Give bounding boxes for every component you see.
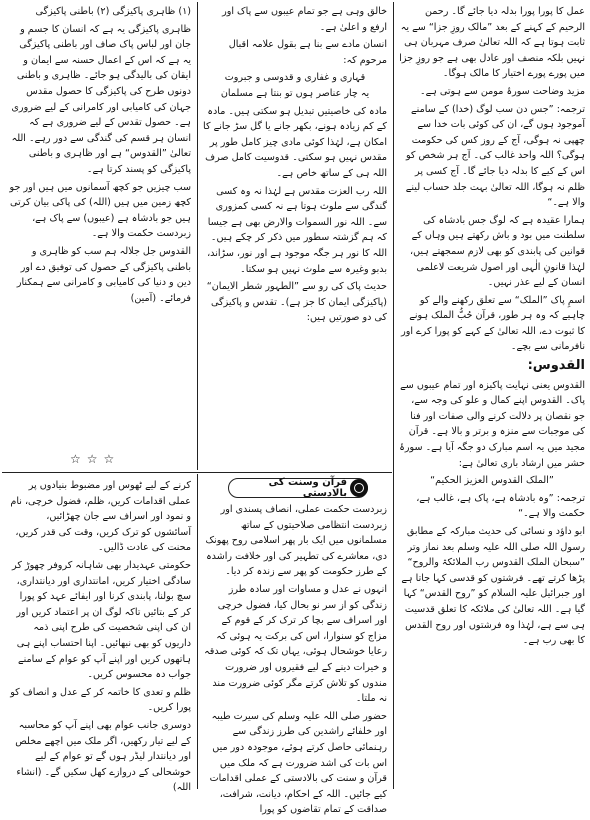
end-stars: ☆☆☆ [70,452,121,466]
paragraph: حضور صلی اللہ علیہ وسلم کی سیرت طیبہ اور خلفائے راشدین کی طرز زندگی سے رہنمائی حاصل کرتے ہوئے، موجودہ دور میں اس بات کی اشد ضرورت ہے کہ ملک میں قرآن و سنت کی بالادستی کے عملی اقدامات کیے جائیں۔ اللہ کے احکام، دیانت، شرافت، صداقت کے تمام تقاضوں کو پورا [209,710,387,816]
paragraph: ابو داؤد و نسائی کی حدیث مبارکہ کے مطابق رسول اللہ صلی اللہ علیہ وسلم بعد نماز وتر ”سبحان الملک القدوس رب الملائکۃ والروح“ پڑھا کرتے تھے۔ فرشتوں کو قدسی کہا جاتا ہے اور جبرائیل علیہ السلام کو ”روح القدس“ کہا گیا ہے۔ اللہ تعالیٰ کی ملائکہ کا تعلق قدسیت ہی سے ہے، لہٰذا وہ فرشتوں اور روح القدس کا بھی رب ہے۔ [401,526,585,647]
paragraph: کرنے کے لیے ٹھوس اور مضبوط بنیادوں پر عملی اقدامات کریں، ظلم، فضول خرچی، نام و نمود اور اسراف سے جان چھڑائیں، آسائشوں کو ترک کریں، وقت کی قدر کریں، محنت کی عادت ڈالیں۔ [10,480,191,554]
paragraph: انسان مادے سے بنا ہے بقول علامہ اقبال مرحوم کہ: [228,39,387,66]
poem: قہاری و غفاری و قدوسی و جبروت یہ چار عناصر ہوں تو بنتا ہے مسلمان [220,72,370,99]
paragraph: اسمِ پاک ”الملک“ سے تعلق رکھنے والے کو چاہیے کہ وہ ہر طور، قرآن حُبُّ الملک ہونے کا ثبوت دے، اللہ تعالیٰ کے کہے کو پورا کرے اور نافرمانی سے بچے۔ [401,294,585,353]
paragraph: مادہ کی خاصیتیں تبدیل ہو سکتی ہیں۔ مادہ کے کم زیادہ ہونے، بکھر جانے یا گل سڑ جانے کا امکان ہے، لہٰذا کوئی مادی چیز کامل طور پر مقدس نہیں ہو سکتی۔ قدوسیت کامل صرف اللہ ہی کے ساتھ خاص ہے۔ [203,105,387,179]
bottom-middle-column [203,502,387,820]
paragraph: القدوس جل جلالہ ہم سب کو ظاہری و باطنی پاکیزگی کے حصول کی توفیق دے اور دین و دنیا کی کامیابی و کامرانی سے ہمکنار فرمائے۔ (آمین) [16,245,191,304]
section-title: قرآن وسنت کی بالادستی [268,477,347,499]
paragraph: انہوں نے عدل و مساوات اور سادہ طرز زندگی کو از سر نو بحال کیا، فضول خرچی اور اسراف سے بچا کر ترک کر کے قوم کے مزاج کو سنوارا، اس کی برکت یہ ہوئی کہ رعایا خوشحال ہوئی، یہاں تک کہ کوئی صدقہ و خیرات دینے کے لیے فقیروں اور ضرورت مندوں کو تلاش کرتے مگر کوئی ضرورت مند نہ ملتا۔ [204,583,387,705]
right-column [399,4,585,651]
paragraph: مزید وضاحت سورۂ مومن سے ہوتی ہے۔ [419,85,585,97]
paragraph: القدوس یعنی نہایت پاکیزہ اور تمام عیبوں سے پاک۔ القدوس اپنے کمال و علو کی وجہ سے، جو نقصان پر دلالت کرنے والی صفات اور فنا کی موجبات سے منزہ و برتر و بالا ہے۔ قرآن مجید میں یہ اسم مبارک دو جگہ آیا ہے۔ سورۂ حشر میں ارشاد باری تعالیٰ ہے: [399,379,585,469]
paragraph: حکومتی عہدیدار بھی شاہانہ کروفر چھوڑ کر سادگی اختیار کریں، امانتداری اور دیانتداری، سچ بولنا، پابندی کرنا اور ایفائے عہد کو پورا کر کے بتائیں تاکہ لوگ ان پر اعتماد کریں اور ان کی اپنی شخصیت کی طرح اپنی ذمہ داریوں کو بھی نبھائیں۔ اپنا احتساب اپنے ہی ہاتھوں کریں اور اپنے آپ کو عوام کے سامنے جواب دہ محسوس کریں۔ [12,559,191,681]
paragraph: (۱) ظاہری پاکیزگی (۲) باطنی پاکیزگی [35,6,191,17]
paragraph: ظاہری پاکیزگی یہ ہے کہ انسان کا جسم و جان اور لباس پاک صاف اور باطنی پاکیزگی یہ ہے کہ اس کے اعمال حسنہ سے ایمان و ایقان کی بالیدگی ہو جائے۔ ظاہری و باطنی دونوں طرح کی پاکیزگی کا حصول مقدس جہان کی کامیابی اور کامرانی کے لیے ضروری ہے۔ حصول تقدس کے لیے ضروری ہے کہ انسان ہر قسم کی گندگی سے دور رہے۔ اللہ تعالیٰ ”القدوس“ ہے اور ظاہری و باطنی پاکیزگی کو پسند کرتا ہے۔ [11,23,191,175]
emblem-inner [354,483,364,493]
paragraph: حدیث پاک کی رو سے ”الطہور شطر الایمان“ (پاکیزگی ایمان کا جز ہے)۔ تقدس و پاکیزگی کی دو صورتیں ہیں: [206,281,387,324]
middle-column [203,4,387,328]
paragraph: ترجمہ: ”جس دن سب لوگ (خدا) کے سامنے آموجود ہوں گے، ان کی کوئی بات خدا سے چھپی نہ ہوگی، آج کے روز کس کی حکومت ہوگی؟ اللہ واحد غالب کی۔ آج ہر شخص کو اس کے کیے کا بدلہ دیا جائے گا۔ آج کسی پر ظلم نہ ہوگا، اللہ تعالیٰ بہت جلد حساب لینے والا ہے۔“ [405,103,585,209]
paragraph: سب چیزیں جو کچھ آسمانوں میں ہیں اور جو کچھ زمین میں ہیں (اللہ) کی پاکی بیان کرتی ہیں جو بادشاہ ہے (عیبوں) سے پاک ہے، زبردست حکمت والا ہے۔ [9,181,191,240]
left-column [8,4,191,308]
section-heading-al-quddus: القدوس: [527,358,585,374]
paragraph: ہمارا عقیدہ ہے کہ لوگ جس بادشاہ کی سلطنت میں بود و باش رکھتے ہیں وہاں کے قوانین کی پابندی کو بھی لازم سمجھتے ہیں، لہٰذا قانونِ الٰہی اور اصول شریعت لاعلمی انسان کے لیے عذر نہیں۔ [410,214,585,289]
paragraph: ظلم و تعدی کا خاتمہ کر کے عدل و انصاف کو پورا کریں۔ [10,686,191,714]
bottom-left-column [8,478,191,798]
section-title-banner [228,478,368,498]
column-divider-left-top [197,2,198,470]
emblem-icon [350,479,368,497]
paragraph: ترجمہ: ”وہ بادشاہ ہے، پاک ہے، غالب ہے، حکمت والا ہے۔“ [416,492,585,520]
column-divider-left-bottom [197,474,198,789]
quran-quote: ”الملک القدوس العزیز الحکیم“ [430,475,554,487]
column-divider-right [393,2,394,789]
paragraph: خالق وہی ہے جو تمام عیبوں سے پاک اور ارفع و اعلیٰ ہے۔ [222,6,387,33]
section-divider [2,472,392,473]
paragraph: دوسری جانب عوام بھی اپنے آپ کو محاسبہ کے لیے تیار رکھیں، اگر ملک میں اچھے مخلص اور دیانتدار لیڈر ہوں گے تو عوام کے لیے خوشحالی کے دروازے کھل سکیں گے۔ (انشاء اللہ) [15,719,191,794]
paragraph: اللہ رب العزت مقدس ہے لہٰذا نہ وہ کسی گندگی سے ملوث ہوتا ہے نہ کسی کمزوری سے۔ اللہ نور السموات والارض بھی ہے جیسا کہ ہم گزشتہ سطور میں ذکر کر چکے ہیں۔ اللہ کا نور ہر جگہ موجود ہے اور نور، سڑاند، بدبو وغیرہ سے ملوث نہیں ہو سکتا۔ [207,185,387,275]
paragraph: عمل کا پورا پورا بدلہ دیا جائے گا۔ رحمن الرحیم کے کہنے کے بعد ”مالک روزِ جزا“ سے یہ ثابت ہوتا ہے کہ اللہ تعالیٰ صرف مہربان ہی نہیں بلکہ منصف اور عادل بھی ہے جو روزِ جزا میں پورے پورے اختیار کا مالک ہوگا۔ [399,6,585,80]
paragraph: زبردست حکمت عملی، انصاف پسندی اور زبردست انتظامی صلاحیتوں کے ساتھ مسلمانوں میں ایک بار پھر اسلامی روح پھونک دی، معاشرے کی تطہیر کی اور خلافت راشدہ کے طرز حکومت کو پھر سے زندہ کر دیا۔ [205,504,387,578]
